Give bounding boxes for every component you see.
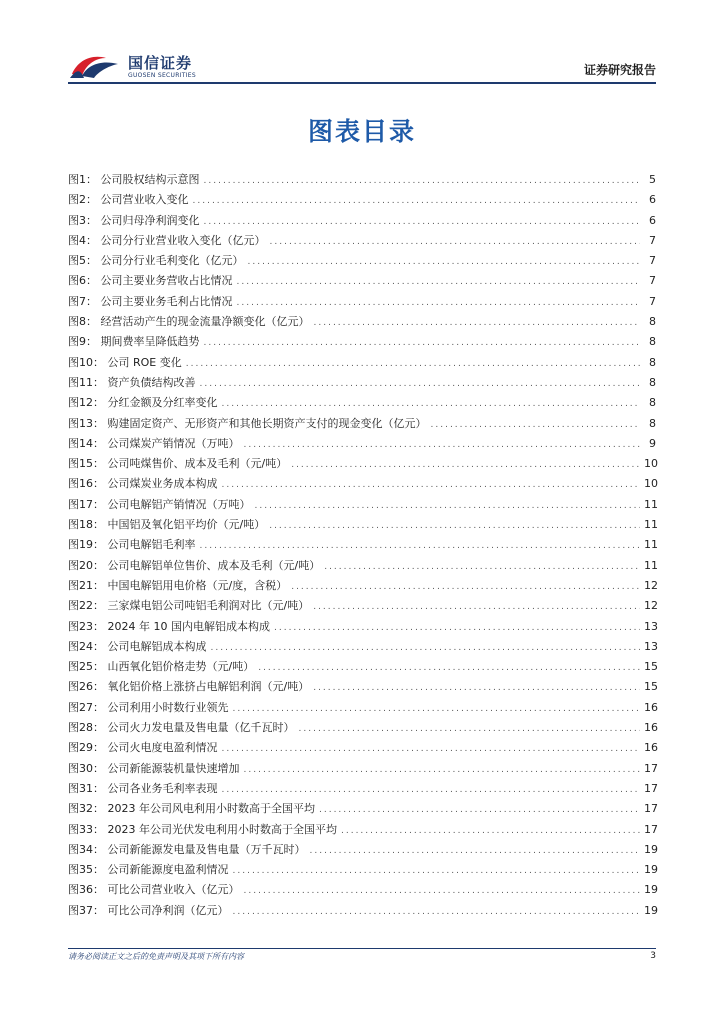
toc-entry-page: 17 [644, 802, 658, 816]
toc-leader-dots [186, 354, 640, 374]
toc-leader-dots [200, 374, 641, 394]
toc-entry-label: 图10： 公司 ROE 变化 [68, 355, 182, 369]
footer-disclaimer: 请务必阅读正文之后的免责声明及其项下所有内容 [68, 952, 244, 961]
toc-entry[interactable] [68, 474, 656, 494]
toc-entry-page: 10 [644, 457, 658, 471]
toc-entry-label: 图25： 山西氧化铝价格走势（元/吨） [68, 660, 255, 674]
toc-leader-dots [314, 313, 641, 333]
page-header [68, 48, 656, 84]
toc-entry[interactable] [68, 759, 656, 779]
toc-leader-dots [269, 516, 640, 536]
toc-leader-dots [313, 597, 640, 617]
toc-leader-dots [244, 435, 641, 455]
toc-entry[interactable] [68, 454, 656, 474]
toc-leader-dots [204, 171, 641, 191]
toc-entry[interactable] [68, 231, 656, 251]
toc-entry-label: 图18： 中国铝及氧化铝平均价（元/吨） [68, 518, 266, 532]
toc-entry-page: 7 [649, 294, 656, 308]
toc-entry-label: 图20： 公司电解铝单位售价、成本及毛利（元/吨） [68, 558, 321, 572]
toc-entry[interactable] [68, 718, 656, 738]
toc-entry-page: 19 [644, 863, 658, 877]
report-type-label: 证券研究报告 [583, 63, 656, 77]
toc-entry[interactable] [68, 373, 656, 393]
toc-entry[interactable] [68, 312, 656, 332]
toc-entry[interactable] [68, 698, 656, 718]
toc-entry[interactable] [68, 820, 656, 840]
toc-entry-label: 图8： 经营活动产生的现金流量净额变化（亿元） [68, 315, 310, 329]
toc-leader-dots [248, 252, 641, 272]
toc-entry[interactable] [68, 353, 656, 373]
toc-entry[interactable] [68, 170, 656, 190]
toc-leader-dots [274, 618, 640, 638]
toc-leader-dots [341, 821, 640, 841]
toc-entry-page: 19 [644, 842, 658, 856]
toc-leader-dots [233, 902, 641, 922]
toc-entry-page: 11 [644, 497, 658, 511]
toc-entry[interactable] [68, 393, 656, 413]
toc-entry[interactable] [68, 414, 656, 434]
toc-leader-dots [270, 232, 641, 252]
toc-entry-page: 17 [644, 781, 658, 795]
toc-leader-dots [255, 496, 641, 516]
toc-entry-page: 17 [644, 761, 658, 775]
toc-entry-label: 图15： 公司吨煤售价、成本及毛利（元/吨） [68, 457, 288, 471]
toc-entry[interactable] [68, 860, 656, 880]
toc-list [68, 170, 656, 921]
guosen-logo-icon [68, 52, 122, 80]
toc-entry[interactable] [68, 271, 656, 291]
toc-leader-dots [193, 191, 641, 211]
toc-entry[interactable] [68, 190, 656, 210]
toc-entry-label: 图11： 资产负债结构改善 [68, 375, 196, 389]
toc-leader-dots [222, 739, 641, 759]
toc-entry[interactable] [68, 515, 656, 535]
toc-leader-dots [244, 760, 641, 780]
toc-entry[interactable] [68, 556, 656, 576]
toc-leader-dots [244, 881, 641, 901]
toc-entry-page: 7 [649, 254, 656, 268]
toc-entry-page: 16 [644, 721, 658, 735]
toc-entry-page: 15 [644, 680, 658, 694]
toc-leader-dots [291, 577, 640, 597]
toc-entry[interactable] [68, 677, 656, 697]
toc-leader-dots [237, 272, 641, 292]
toc-entry-label: 图32： 2023 年公司风电利用小时数高于全国平均 [68, 802, 315, 816]
toc-leader-dots [211, 638, 641, 658]
toc-entry-page: 7 [649, 233, 656, 247]
toc-entry-label: 图6： 公司主要业务营收占比情况 [68, 274, 233, 288]
toc-leader-dots [319, 800, 640, 820]
toc-entry-page: 11 [644, 558, 658, 572]
toc-entry-label: 图35： 公司新能源度电盈利情况 [68, 863, 229, 877]
toc-leader-dots [291, 455, 640, 475]
toc-entry-page: 8 [649, 315, 656, 329]
toc-entry-page: 15 [644, 660, 658, 674]
toc-entry-label: 图19： 公司电解铝毛利率 [68, 538, 196, 552]
toc-entry-label: 图27： 公司利用小时数行业领先 [68, 700, 229, 714]
toc-leader-dots [222, 394, 641, 414]
toc-entry[interactable] [68, 617, 656, 637]
toc-entry[interactable] [68, 434, 656, 454]
toc-entry-label: 图34： 公司新能源发电量及售电量（万千瓦时） [68, 842, 306, 856]
logo-english-name: GUOSEN SECURITIES [128, 72, 197, 79]
toc-title: 图表目录 [307, 117, 416, 146]
toc-entry-page: 12 [644, 578, 658, 592]
toc-entry-label: 图22： 三家煤电铝公司吨铝毛利润对比（元/吨） [68, 599, 310, 613]
toc-leader-dots [222, 475, 641, 495]
toc-entry[interactable] [68, 332, 656, 352]
toc-entry-label: 图3： 公司归母净利润变化 [68, 213, 200, 227]
toc-entry-label: 图36： 可比公司营业收入（亿元） [68, 883, 240, 897]
page-number: 3 [650, 951, 656, 961]
toc-leader-dots [204, 212, 641, 232]
toc-leader-dots [200, 536, 641, 556]
toc-leader-dots [233, 699, 641, 719]
header-divider [68, 82, 656, 84]
toc-leader-dots [204, 333, 641, 353]
toc-entry-label: 图21： 中国电解铝用电价格（元/度，含税） [68, 578, 288, 592]
toc-entry-page: 10 [644, 477, 658, 491]
toc-entry[interactable] [68, 840, 656, 860]
toc-entry-label: 图37： 可比公司净利润（亿元） [68, 903, 229, 917]
toc-entry-label: 图4： 公司分行业营业收入变化（亿元） [68, 233, 266, 247]
toc-entry[interactable] [68, 211, 656, 231]
toc-entry[interactable] [68, 880, 656, 900]
toc-entry-page: 16 [644, 741, 658, 755]
toc-entry-label: 图14： 公司煤炭产销情况（万吨） [68, 436, 240, 450]
toc-leader-dots [258, 658, 640, 678]
toc-entry-page: 19 [644, 903, 658, 917]
toc-entry-page: 8 [649, 375, 656, 389]
toc-entry-label: 图28： 公司火力发电量及售电量（亿千瓦时） [68, 721, 295, 735]
toc-entry[interactable] [68, 738, 656, 758]
logo-chinese-name: 国信证券 [128, 54, 193, 72]
toc-entry-label: 图9： 期间费率呈降低趋势 [68, 335, 200, 349]
toc-entry-label: 图31： 公司各业务毛利率表现 [68, 781, 218, 795]
toc-entry-label: 图26： 氧化铝价格上涨挤占电解铝利润（元/吨） [68, 680, 310, 694]
toc-entry[interactable] [68, 799, 656, 819]
toc-entry[interactable] [68, 535, 656, 555]
toc-entry-page: 8 [649, 416, 656, 430]
toc-entry[interactable] [68, 779, 656, 799]
toc-entry-page: 19 [644, 883, 658, 897]
toc-entry-label: 图23： 2024 年 10 国内电解铝成本构成 [68, 619, 270, 633]
toc-leader-dots [299, 719, 641, 739]
toc-entry[interactable] [68, 292, 656, 312]
toc-entry-label: 图5： 公司分行业毛利变化（亿元） [68, 254, 244, 268]
toc-entry-page: 12 [644, 599, 658, 613]
footer-divider [68, 948, 656, 949]
toc-entry-page: 9 [649, 436, 656, 450]
toc-entry-label: 图7： 公司主要业务毛利占比情况 [68, 294, 233, 308]
toc-entry-label: 图13： 购建固定资产、无形资产和其他长期资产支付的现金变化（亿元） [68, 416, 427, 430]
toc-entry[interactable] [68, 576, 656, 596]
toc-leader-dots [324, 557, 640, 577]
toc-entry-page: 13 [644, 619, 658, 633]
toc-entry[interactable] [68, 495, 656, 515]
toc-entry-page: 17 [644, 822, 658, 836]
toc-entry-label: 图16： 公司煤炭业务成本构成 [68, 477, 218, 491]
toc-entry-label: 图29： 公司火电度电盈利情况 [68, 741, 218, 755]
toc-entry-page: 11 [644, 518, 658, 532]
toc-entry-label: 图2： 公司营业收入变化 [68, 193, 189, 207]
toc-entry-page: 16 [644, 700, 658, 714]
toc-leader-dots [222, 780, 641, 800]
toc-entry-page: 7 [649, 274, 656, 288]
toc-entry[interactable] [68, 901, 656, 921]
toc-entry-page: 13 [644, 639, 658, 653]
toc-entry-page: 6 [649, 213, 656, 227]
toc-leader-dots [233, 861, 641, 881]
toc-entry-page: 6 [649, 193, 656, 207]
toc-entry-page: 11 [644, 538, 658, 552]
toc-entry-label: 图17： 公司电解铝产销情况（万吨） [68, 497, 251, 511]
toc-entry-label: 图33： 2023 年公司光伏发电利用小时数高于全国平均 [68, 822, 337, 836]
toc-entry[interactable] [68, 637, 656, 657]
toc-entry[interactable] [68, 251, 656, 271]
toc-entry[interactable] [68, 596, 656, 616]
toc-leader-dots [431, 415, 641, 435]
toc-entry-page: 5 [649, 173, 656, 186]
toc-leader-dots [237, 293, 641, 313]
toc-entry-label: 图12： 分红金额及分红率变化 [68, 396, 218, 410]
toc-leader-dots [310, 841, 641, 861]
toc-entry-page: 8 [649, 335, 656, 349]
toc-entry-label: 图24： 公司电解铝成本构成 [68, 639, 207, 653]
toc-entry-label: 图1： 公司股权结构示意图 [68, 173, 200, 186]
toc-leader-dots [313, 678, 640, 698]
toc-entry-label: 图30： 公司新能源装机量快速增加 [68, 761, 240, 775]
toc-entry-page: 8 [649, 355, 656, 369]
toc-entry[interactable] [68, 657, 656, 677]
toc-entry-page: 8 [649, 396, 656, 410]
